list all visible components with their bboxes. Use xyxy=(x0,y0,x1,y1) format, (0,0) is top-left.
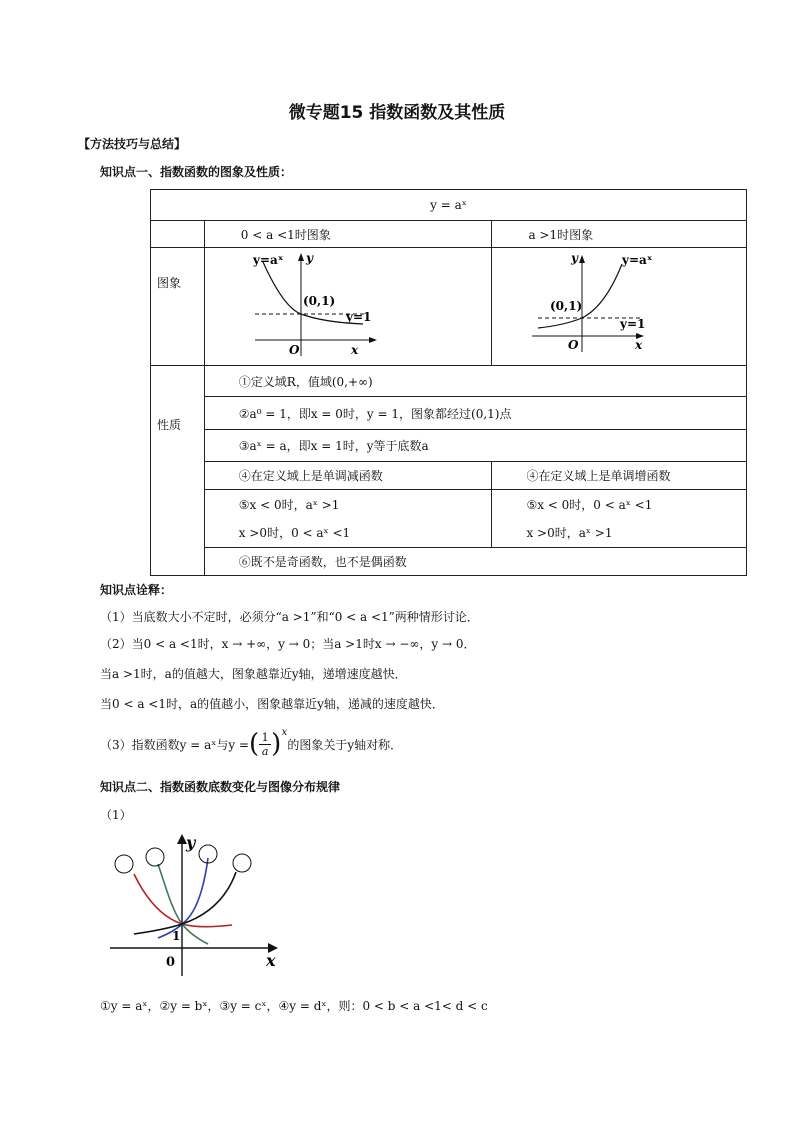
prop-1: ①定义域R，值域(0,+∞) xyxy=(204,366,746,397)
fraction-expression xyxy=(249,726,288,759)
line-label: y=1 xyxy=(345,310,372,324)
y-label: y xyxy=(571,251,579,265)
note-5 xyxy=(100,724,402,764)
prop-3: ③aˣ = a，即x = 1时，y等于底数a xyxy=(204,430,746,462)
note-4: 当0 < a <1时，a的值越小，图象越靠近y轴，递减的速度越快． xyxy=(100,697,444,711)
prop-6: ⑥既不是奇函数，也不是偶函数 xyxy=(204,548,746,576)
origin-label: 0 xyxy=(166,955,176,970)
point-label: (0,1) xyxy=(302,294,336,308)
row-prop-label: 性质 xyxy=(151,366,205,576)
fraction-numerator: 1 xyxy=(261,730,269,744)
note-5-post: 的图象关于y轴对称． xyxy=(287,737,403,752)
row-graph-label: 图象 xyxy=(151,248,205,366)
exponent: x xyxy=(281,726,288,738)
x-arrow-icon xyxy=(369,337,377,343)
final-line: ①y = aˣ，②y = bˣ，③y = cˣ，④y = dˣ，则：0 < b < a <1< d < c xyxy=(100,999,488,1013)
origin-label: O xyxy=(568,338,579,352)
kp2-sub: （1） xyxy=(100,808,132,822)
prop-5-right xyxy=(492,490,747,548)
graph-left-cell xyxy=(204,248,492,366)
graph-decreasing xyxy=(205,248,483,362)
curve-2 xyxy=(158,864,208,944)
prop-5-left-1: ⑤x < 0时，aˣ >1 xyxy=(238,497,340,512)
prop-5-right-1: ⑤x < 0时，0 < aˣ <1 xyxy=(526,497,653,512)
graph-right-cell xyxy=(492,248,747,366)
curve-label: y=aˣ xyxy=(622,253,653,267)
prop-4-right: ④在定义域上是单调增函数 xyxy=(492,462,747,490)
x-label: x xyxy=(266,951,276,970)
note-3: 当a >1时，a的值越大，图象越靠近y轴，递增速度越快． xyxy=(100,667,407,681)
graph-increasing xyxy=(492,248,738,362)
label-circle-4 xyxy=(233,854,251,872)
line-label: y=1 xyxy=(620,317,646,331)
y-label: y xyxy=(305,251,313,265)
fraction xyxy=(259,731,271,758)
prop-2: ②a⁰ = 1，即x = 0时，y = 1，图象都经过(0,1)点 xyxy=(204,397,746,430)
label-circle-2 xyxy=(146,848,164,866)
kp2-heading: 知识点二、指数函数底数变化与图像分布规律 xyxy=(100,780,341,794)
prop-5-left-2: x >0时，0 < aˣ <1 xyxy=(238,525,351,540)
right-paren: ) xyxy=(271,729,282,759)
figure-base-comparison xyxy=(100,828,300,978)
point-label: (0,1) xyxy=(550,299,583,313)
empty-cell xyxy=(151,221,205,248)
x-label: x xyxy=(635,338,643,352)
page-title: 微专题15 指数函数及其性质 xyxy=(288,103,506,123)
one-label: 1 xyxy=(172,929,181,943)
properties-table xyxy=(150,189,747,576)
prop-5-left xyxy=(204,490,492,548)
section-heading: 【方法技巧与总结】 xyxy=(78,137,187,151)
x-label: x xyxy=(350,343,358,357)
curve-label: y=aˣ xyxy=(252,253,284,267)
y-label: y xyxy=(186,833,196,852)
left-paren: ( xyxy=(249,729,260,759)
note-2: （2）当0 < a <1时，x → +∞，y → 0；当a >1时x → −∞，y → 0． xyxy=(100,637,476,651)
prop-5-right-2: x >0时，aˣ >1 xyxy=(526,525,613,540)
y-arrow-icon xyxy=(579,255,585,263)
notes-heading: 知识点诠释： xyxy=(100,583,173,597)
col-left-label: 0 < a <1时图象 xyxy=(204,221,492,248)
note-1: （1）当底数大小不定时，必须分“a >1”和“0 < a <1”两种情形讨论． xyxy=(100,610,479,624)
y-arrow-icon xyxy=(298,253,304,261)
kp1-heading: 知识点一、指数函数的图象及性质： xyxy=(100,165,293,179)
prop-4-left: ④在定义域上是单调减函数 xyxy=(204,462,492,490)
origin-label: O xyxy=(288,343,300,357)
note-5-pre: （3）指数函数y = aˣ与y = xyxy=(100,737,249,752)
curve-1 xyxy=(134,874,232,927)
col-right-label: a >1时图象 xyxy=(492,221,747,248)
label-circle-1 xyxy=(115,855,133,873)
fraction-denominator: a xyxy=(259,744,271,758)
table-header: y = aˣ xyxy=(151,190,747,221)
